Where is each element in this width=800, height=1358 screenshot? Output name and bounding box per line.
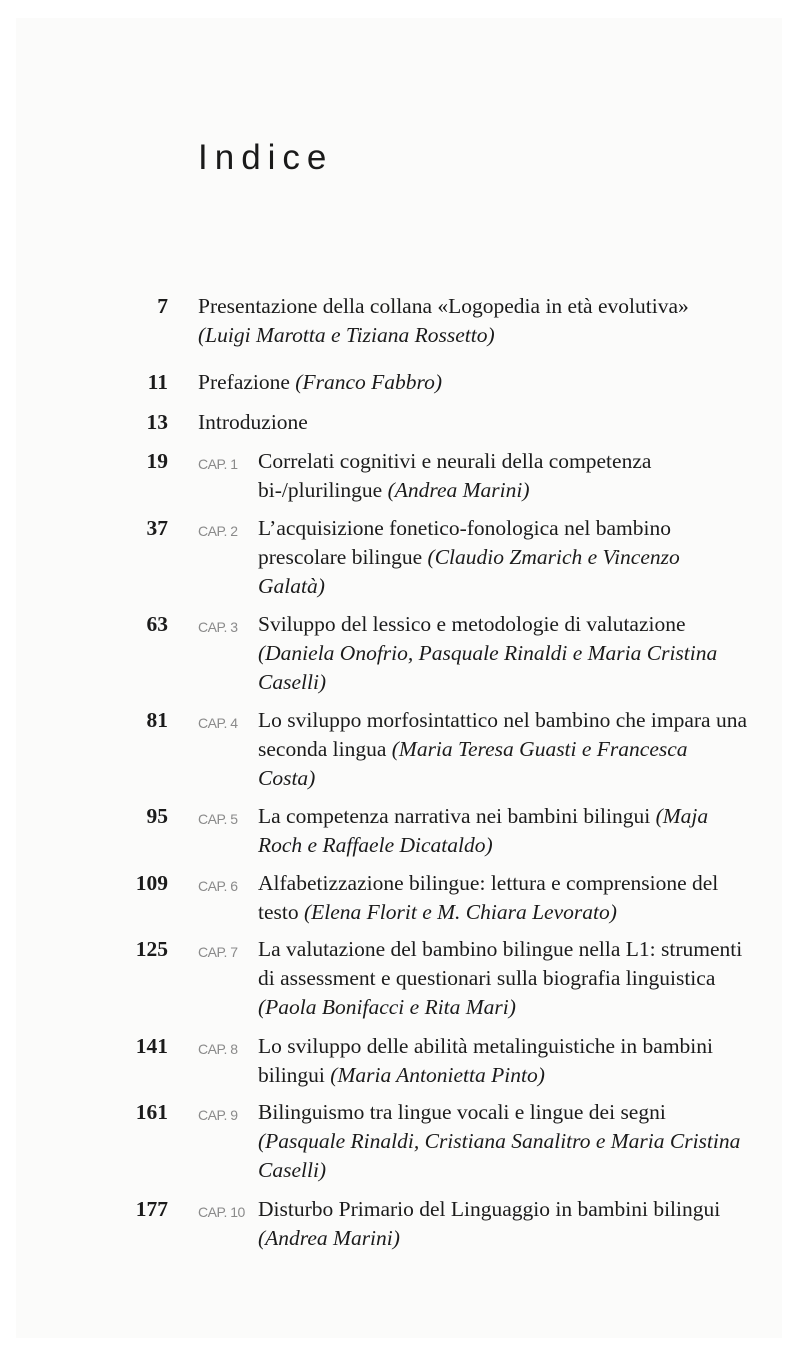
entry-title: Prefazione [198, 370, 290, 394]
toc-entry [0, 935, 748, 1022]
page-number: 125 [135, 937, 168, 961]
chapter-label: CAP. 7 [198, 944, 238, 960]
entry-title: Introduzione [198, 410, 308, 434]
page-number: 109 [135, 871, 168, 895]
entry-title: Bilinguismo tra lingue vocali e lingue dei segni [258, 1100, 666, 1124]
toc-entry [0, 610, 748, 697]
chapter-label: CAP. 6 [198, 878, 238, 894]
entry-title: Alfabetizzazione bilingue: lettura e comprensione del testo [258, 871, 719, 924]
page-title: Indice [198, 138, 334, 177]
chapter-label: CAP. 8 [198, 1041, 238, 1057]
page-number: 161 [135, 1100, 168, 1124]
page-number: 177 [135, 1197, 168, 1221]
toc-entry [0, 447, 748, 505]
page-number: 63 [146, 612, 168, 636]
entry-text [258, 706, 748, 793]
toc-entry [0, 1195, 748, 1253]
entry-title: Disturbo Primario del Linguaggio in bambini bilingui [258, 1197, 721, 1221]
entry-title: La valutazione del bambino bilingue nella L1: strumenti di assessment e questionari sulla biografia linguistica [258, 937, 743, 990]
entry-title: L’acquisizione fonetico-fonologica nel bambino prescolare bilingue [258, 516, 671, 569]
entry-author: (Andrea Marini) [258, 1226, 400, 1250]
toc-entry [0, 1098, 748, 1185]
entry-text [198, 408, 738, 437]
entry-author: (Franco Fabbro) [295, 370, 442, 394]
entry-author: (Paola Bonifacci e Rita Mari) [258, 995, 516, 1019]
chapter-label: CAP. 3 [198, 619, 238, 635]
entry-author: (Maja Roch e Raffaele Dicataldo) [258, 804, 709, 857]
chapter-label: CAP. 4 [198, 715, 238, 731]
page-number: 13 [146, 410, 168, 434]
page-number: 11 [147, 370, 168, 394]
chapter-label: CAP. 5 [198, 811, 238, 827]
entry-text [258, 1098, 748, 1185]
chapter-label: CAP. 9 [198, 1107, 238, 1123]
entry-title: Presentazione della collana «Logopedia in età evolutiva» [198, 294, 689, 318]
toc-entry [0, 706, 748, 793]
entry-author: (Pasquale Rinaldi, Cristiana Sanalitro e Maria Cristina Caselli) [258, 1129, 741, 1182]
page-number: 141 [135, 1034, 168, 1058]
entry-text [258, 610, 748, 697]
entry-author: (Elena Florit e M. Chiara Levorato) [303, 900, 617, 924]
entry-text [198, 292, 738, 350]
page-number: 81 [146, 708, 168, 732]
entry-title: Lo sviluppo morfosintattico nel bambino che impara una seconda lingua [258, 708, 748, 761]
entry-title: Correlati cognitivi e neurali della competenza bi-/plurilingue [258, 449, 652, 502]
entry-author: (Maria Teresa Guasti e Francesca Costa) [258, 737, 688, 790]
toc-entry [0, 514, 748, 601]
toc-entry [0, 802, 748, 860]
entry-author: (Maria Antonietta Pinto) [330, 1063, 545, 1087]
entry-author: (Claudio Zmarich e Vincenzo Galatà) [258, 545, 680, 598]
entry-title: Lo sviluppo delle abilità metalinguistiche in bambini bilingui [258, 1034, 713, 1087]
entry-title: La competenza narrativa nei bambini bilingui [258, 804, 651, 828]
chapter-label: CAP. 10 [198, 1204, 245, 1220]
entry-author: (Daniela Onofrio, Pasquale Rinaldi e Maria Cristina Caselli) [258, 641, 718, 694]
entry-text [258, 802, 748, 860]
entry-author: (Andrea Marini) [387, 478, 530, 502]
chapter-label: CAP. 1 [198, 456, 238, 472]
page-number: 95 [146, 804, 168, 828]
entry-text [198, 368, 738, 397]
page-number: 7 [157, 294, 168, 318]
entry-text [258, 935, 748, 1022]
chapter-label: CAP. 2 [198, 523, 238, 539]
toc-entry [0, 869, 748, 927]
entry-text [258, 1195, 748, 1253]
toc-entry [0, 408, 738, 437]
toc-entry [0, 368, 738, 397]
toc-entry [0, 1032, 748, 1090]
entry-text [258, 447, 748, 505]
entry-text [258, 869, 748, 927]
page-number: 19 [146, 449, 168, 473]
entry-author: (Luigi Marotta e Tiziana Rossetto) [198, 323, 495, 347]
entry-text [258, 1032, 748, 1090]
entry-text [258, 514, 748, 601]
toc-entry [0, 292, 738, 350]
entry-title: Sviluppo del lessico e metodologie di valutazione [258, 612, 686, 636]
page-number: 37 [146, 516, 168, 540]
